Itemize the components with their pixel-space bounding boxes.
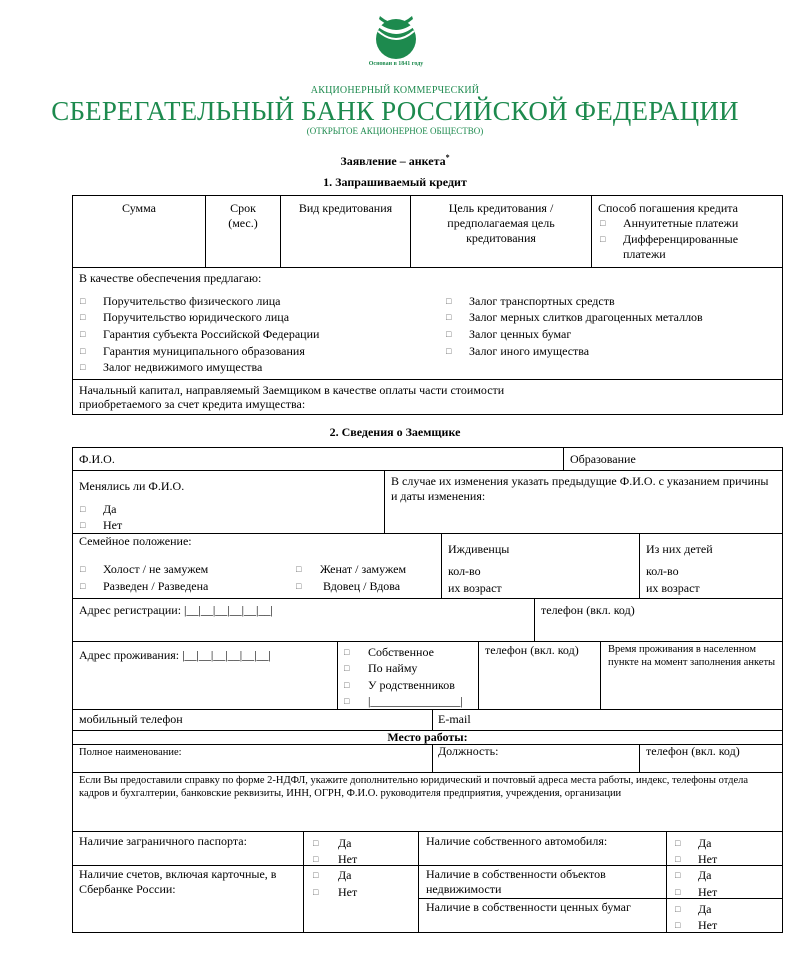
option-no: Нет: [698, 852, 718, 866]
col-term: Срок (мес.): [228, 201, 258, 230]
housing-other-field[interactable]: |_______________|: [368, 694, 463, 708]
checkbox-accounts-no[interactable]: □: [313, 887, 319, 897]
bank-name: СБЕРЕГАТЕЛЬНЫЙ БАНК РОССИЙСКОЙ ФЕДЕРАЦИИ: [51, 96, 739, 126]
checkbox-collateral[interactable]: □: [80, 346, 86, 356]
option-no: Нет: [698, 885, 718, 899]
collateral-option: Залог транспортных средств: [469, 294, 615, 308]
children-count-label: кол-во: [646, 564, 679, 578]
checkbox-collateral[interactable]: □: [80, 312, 86, 322]
children-label: Из них детей: [646, 542, 713, 556]
section2-heading: 2. Сведения о Заемщике: [329, 425, 461, 439]
checkbox-collateral[interactable]: □: [446, 312, 452, 322]
live-phone-label: телефон (вкл. код): [485, 643, 579, 657]
bank-subtitle-top: АКЦИОНЕРНЫЙ КОММЕРЧЕСКИЙ: [310, 85, 480, 96]
sberbank-logo-icon: [374, 14, 418, 60]
marital-option: Вдовец / Вдова: [323, 579, 401, 593]
housing-option: Собственное: [368, 645, 434, 659]
collateral-option: Залог ценных бумаг: [469, 327, 572, 341]
accounts-label: Наличие счетов, включая карточные, в Сбербанке России:: [79, 867, 277, 896]
checkbox-marital[interactable]: □: [80, 564, 86, 574]
capital-label-cont: приобретаемого за счет кредита имущества:: [79, 397, 306, 411]
collateral-option: Поручительство юридического лица: [103, 310, 290, 324]
email-label: E-mail: [438, 712, 471, 726]
position-label: Должность:: [438, 744, 499, 758]
checkbox-housing[interactable]: □: [344, 696, 350, 706]
securities-label: Наличие в собственности ценных бумаг: [426, 900, 631, 914]
checkbox-annuity[interactable]: □: [600, 218, 606, 228]
checkbox-passport-yes[interactable]: □: [313, 838, 319, 848]
col-repayment: Способ погашения кредита: [598, 201, 738, 215]
mobile-label: мобильный телефон: [79, 712, 183, 726]
marital-option: Холост / не замужем: [103, 562, 209, 576]
checkbox-name-changed-no[interactable]: □: [80, 520, 86, 530]
col-credit-type: Вид кредитования: [298, 201, 393, 215]
checkbox-car-yes[interactable]: □: [675, 838, 681, 848]
option-annuity: Аннуитетные платежи: [623, 216, 739, 230]
option-no: Нет: [698, 918, 718, 932]
reg-address-label: Адрес регистрации: |__|__|__|__|__|__|: [79, 603, 273, 617]
company-name-label: Полное наименование:: [79, 747, 182, 758]
checkbox-housing[interactable]: □: [344, 663, 350, 673]
housing-option: По найму: [368, 661, 418, 675]
collateral-option: Залог мерных слитков драгоценных металлов: [469, 310, 703, 324]
collateral-label: В качестве обеспечения предлагаю:: [79, 271, 262, 285]
document-title: Заявление – анкета*: [340, 153, 450, 168]
name-changed-label: Менялись ли Ф.И.О.: [79, 479, 185, 493]
children-age-label: их возраст: [646, 581, 700, 595]
checkbox-marital[interactable]: □: [296, 564, 302, 574]
checkbox-collateral[interactable]: □: [80, 296, 86, 306]
option-yes: Да: [338, 868, 352, 882]
realty-label: Наличие в собственности объектов недвижимости: [426, 867, 606, 896]
dependents-label: Иждивенцы: [448, 542, 510, 556]
passport-label: Наличие заграничного паспорта:: [79, 834, 247, 848]
option-yes: Да: [698, 868, 712, 882]
checkbox-realty-yes[interactable]: □: [675, 870, 681, 880]
marital-label: Семейное положение:: [79, 534, 192, 548]
checkbox-accounts-yes[interactable]: □: [313, 870, 319, 880]
option-yes: Да: [338, 836, 352, 850]
col-sum: Сумма: [122, 201, 156, 215]
checkbox-marital[interactable]: □: [80, 581, 86, 591]
option-yes: Да: [698, 836, 712, 850]
car-label: Наличие собственного автомобиля:: [426, 834, 608, 848]
education-label: Образование: [570, 452, 636, 466]
live-address-label: Адрес проживания: |__|__|__|__|__|__|: [79, 648, 271, 662]
checkbox-collateral[interactable]: □: [80, 362, 86, 372]
marital-option: Женат / замужем: [320, 562, 407, 576]
dependents-count-label: кол-во: [448, 564, 481, 578]
col-purpose: Цель кредитования / предполагаемая цель кредитования: [447, 201, 555, 245]
reg-phone-label: телефон (вкл. код): [541, 603, 635, 617]
option-yes: Да: [103, 502, 117, 516]
option-no: Нет: [338, 885, 358, 899]
option-no: Нет: [103, 518, 123, 532]
residence-time-label: Время проживания в населенном пункте на момент заполнения анкеты: [608, 644, 776, 668]
checkbox-housing[interactable]: □: [344, 680, 350, 690]
checkbox-housing[interactable]: □: [344, 647, 350, 657]
checkbox-collateral[interactable]: □: [446, 296, 452, 306]
checkbox-differentiated[interactable]: □: [600, 234, 606, 244]
sberbank-logo: [366, 14, 426, 67]
work-phone-label: телефон (вкл. код): [646, 744, 740, 758]
capital-label: Начальный капитал, направляемый Заемщиком в качестве оплаты части стоимости: [79, 383, 505, 397]
checkbox-name-changed-yes[interactable]: □: [80, 504, 86, 514]
checkbox-marital[interactable]: □: [296, 581, 302, 591]
checkbox-passport-no[interactable]: □: [313, 854, 319, 864]
checkbox-collateral[interactable]: □: [80, 329, 86, 339]
checkbox-car-no[interactable]: □: [675, 854, 681, 864]
fio-label: Ф.И.О.: [79, 452, 115, 466]
option-differentiated: Дифференцированные платежи: [623, 232, 739, 261]
ndfl-note: Если Вы предоставили справку по форме 2-НДФЛ, укажите дополнительно юридический и почтовый адреса места работы, индекс, телефоны отдела кадров и бухгалтерии, банковские реквизиты, ИНН, ОГРН, Ф.И.О. руководителя предприятия, учреждения, организации: [79, 775, 749, 799]
workplace-heading: Место работы:: [387, 730, 468, 744]
bank-motto: Основан в 1841 году: [368, 61, 424, 67]
collateral-option: Гарантия субъекта Российской Федерации: [103, 327, 320, 341]
option-no: Нет: [338, 852, 358, 866]
collateral-option: Гарантия муниципального образования: [103, 344, 305, 358]
housing-option: У родственников: [368, 678, 455, 692]
option-yes: Да: [698, 902, 712, 916]
checkbox-securities-no[interactable]: □: [675, 920, 681, 930]
collateral-option: Поручительство физического лица: [103, 294, 281, 308]
checkbox-realty-no[interactable]: □: [675, 887, 681, 897]
checkbox-collateral[interactable]: □: [446, 346, 452, 356]
name-change-note: В случае их изменения указать предыдущие Ф.И.О. с указанием причины и даты изменения:: [391, 474, 769, 503]
checkbox-securities-yes[interactable]: □: [675, 904, 681, 914]
collateral-option: Залог иного имущества: [469, 344, 590, 358]
bank-subtitle-bottom: (ОТКРЫТОЕ АКЦИОНЕРНОЕ ОБЩЕСТВО): [306, 126, 484, 136]
marital-option: Разведен / Разведена: [103, 579, 209, 593]
dependents-age-label: их возраст: [448, 581, 502, 595]
checkbox-collateral[interactable]: □: [446, 329, 452, 339]
collateral-option: Залог недвижимого имущества: [103, 360, 263, 374]
section1-heading: 1. Запрашиваемый кредит: [323, 175, 467, 189]
